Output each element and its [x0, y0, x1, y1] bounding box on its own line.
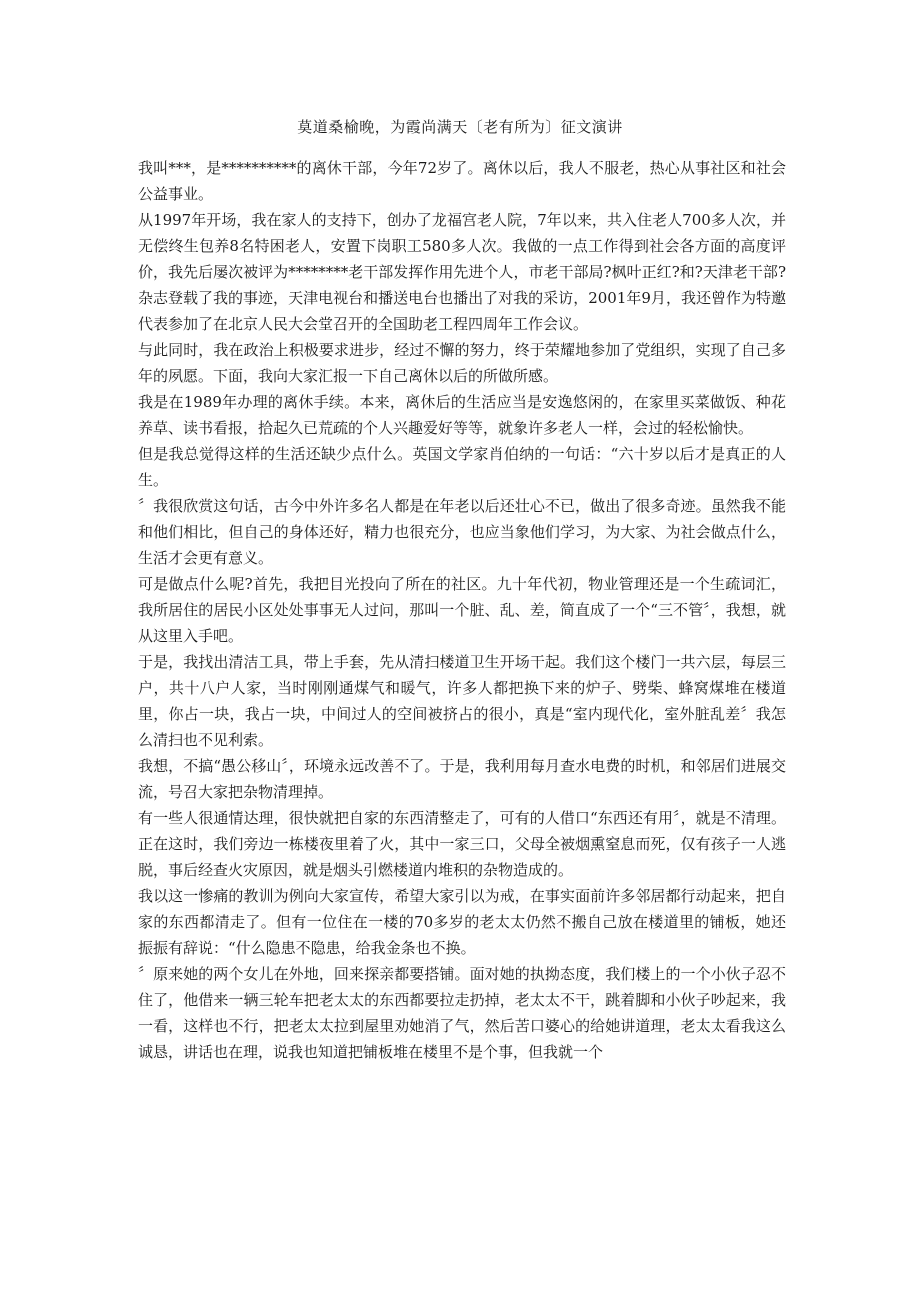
paragraph-4: 我是在1989年办理的离休手续。本来，离休后的生活应当是安逸悠闲的，在家里买菜做饭、种花养草、读书看报，拾起久已荒疏的个人兴趣爱好等等，就象许多老人一样，会过的轻松愉快。: [138, 393, 786, 437]
paragraph-2: 从1997年开场，我在家人的支持下，创办了龙福宫老人院，7年以来，共入住老人700多人次，并无偿终生包养8名特困老人，安置下岗职工580多人次。我做的一点工作得到社会各方面的高度评价，我先后屡次被评为********老干部发挥作用先进个人，市老干部局?枫叶正红?和?天津老干部?杂志登载了我的事迹，天津电视台和播送电台也播出了对我的采访，2001年9月，我还曾作为特邀代表参加了在北京人民大会堂召开的全国助老工程四周年工作会议。: [138, 211, 786, 333]
paragraph-1: 我叫***，是**********的离休干部，今年72岁了。离休以后，我人不服老，热心从事社区和社会公益事业。: [138, 159, 786, 203]
paragraph-12: 〞原来她的两个女儿在外地，回来探亲都要搭铺。面对她的执拗态度，我们楼上的一个小伙子忍不住了，他借来一辆三轮车把老太太的东西都要拉走扔掉，老太太不干，跳着脚和小伙子吵起来，我一看，这样也不行，把老太太拉到屋里劝她消了气，然后苦口婆心的给她讲道理，老太太看我这么诚恳，讲话也在理，说我也知道把铺板堆在楼里不是个事，但我就一个: [138, 965, 786, 1061]
paragraph-8: 于是，我找出清洁工具，带上手套，先从清扫楼道卫生开场干起。我们这个楼门一共六层，每层三户，共十八户人家，当时刚刚通煤气和暖气，许多人都把换下来的炉子、劈柴、蜂窝煤堆在楼道里，你占一块，我占一块，中间过人的空间被挤占的很小，真是“室内现代化，室外脏乱差〞我怎么清扫也不见利索。: [138, 653, 786, 749]
paragraph-11: 我以这一惨痛的教训为例向大家宣传，希望大家引以为戒，在事实面前许多邻居都行动起来，把自家的东西都清走了。但有一位住在一楼的70多岁的老太太仍然不搬自己放在楼道里的铺板，她还振振有辞说：“什么隐患不隐患，给我金条也不换。: [138, 887, 786, 957]
paragraph-7: 可是做点什么呢?首先，我把目光投向了所在的社区。九十年代初，物业管理还是一个生疏词汇，我所居住的居民小区处处事事无人过问，那叫一个脏、乱、差，简直成了一个“三不管〞，我想，就从这里入手吧。: [138, 575, 786, 645]
paragraph-5: 但是我总觉得这样的生活还缺少点什么。英国文学家肖伯纳的一句话：“六十岁以后才是真正的人生。: [138, 445, 786, 489]
paragraph-3: 与此同时，我在政治上积极要求进步，经过不懈的努力，终于荣耀地参加了党组织，实现了自己多年的夙愿。下面，我向大家汇报一下自己离休以后的所做所感。: [138, 341, 786, 385]
paragraph-9: 我想，不搞“愚公移山〞，环境永远改善不了。于是，我利用每月查水电费的时机，和邻居们进展交流，号召大家把杂物清理掉。: [138, 757, 786, 801]
document-title: 莫道桑榆晚，为霞尚满天〔老有所为〕征文演讲: [297, 118, 623, 136]
paragraph-10: 有一些人很通情达理，很快就把自家的东西清整走了，可有的人借口“东西还有用〞，就是不清理。正在这时，我们旁边一栋楼夜里着了火，其中一家三口，父母全被烟熏窒息而死，仅有孩子一人逃脱，事后经查火灾原因，就是烟头引燃楼道内堆积的杂物造成的。: [138, 809, 786, 879]
paragraph-6: 〞我很欣赏这句话，古今中外许多名人都是在年老以后还壮心不已，做出了很多奇迹。虽然我不能和他们相比，但自己的身体还好，精力也很充分，也应当象他们学习，为大家、为社会做点什么，生活才会更有意义。: [138, 497, 786, 567]
document-body: [138, 155, 786, 1065]
